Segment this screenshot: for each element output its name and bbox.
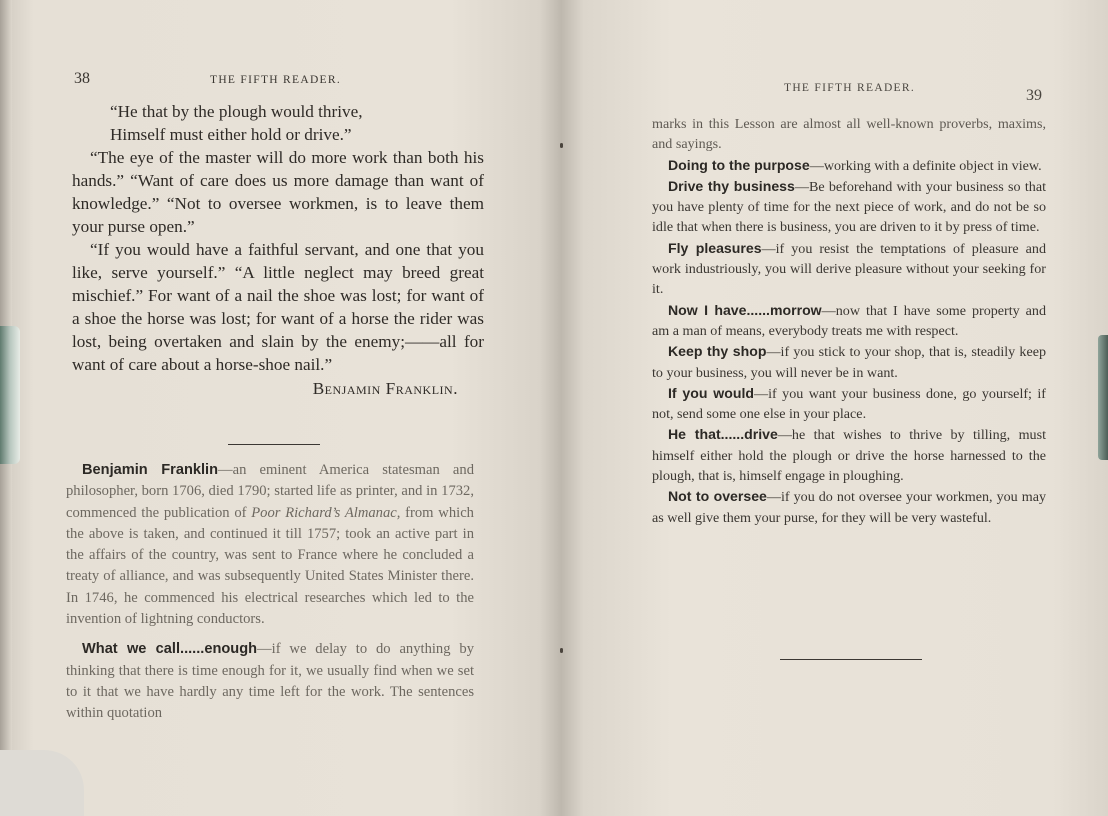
note-text: —working with a definite object in view.	[809, 157, 1042, 174]
background-corner	[0, 750, 84, 816]
running-head-right: THE FIFTH READER.	[784, 82, 916, 94]
note-term: He that......drive	[668, 426, 778, 443]
note-italic: Poor Richard’s Almanac,	[251, 504, 401, 521]
note	[652, 424, 1046, 486]
paragraph: “If you would have a faithful servant, and one that you like, serve yourself.” “A little neglect may breed great mischief.” For want of a nail the shoe was lost; for want of a shoe the horse was lost; for want of a horse the rider was lost, being overtaken and slain by the enemy;——all for want of care about a horse-shoe nail.”	[72, 240, 484, 374]
note-term: What we call......enough	[82, 641, 258, 658]
note-term: Keep thy shop	[668, 343, 767, 360]
page-number-right: 39	[1026, 87, 1042, 104]
notes-right	[652, 114, 1046, 528]
author-signature: Benjamin Franklin.	[312, 379, 458, 398]
note-text: from which the above is taken, and continued it till 1757; took an active part in the affairs of the country, was sent to France where he concluded a treaty of alliance, and was subsequently United States Minister there. In 1746, he commenced his electrical researches which led to the invention of lightning conductors.	[66, 504, 474, 628]
note	[652, 238, 1046, 300]
note-text: —Be beforehand with your business so that you have plenty of time for the next piece of work, and do not be so idle that when there is business, you are driven to it by press of time.	[652, 178, 1046, 236]
note-term: Fly pleasures	[668, 239, 762, 256]
note	[652, 155, 1046, 176]
note	[652, 383, 1046, 425]
note-term: Drive thy business	[668, 177, 795, 194]
binding-stitch	[560, 143, 563, 148]
section-divider	[228, 444, 320, 445]
note-text: —if we delay to do anything by thinking that there is time enough for it, we usually find when we set to it that we have hardly any time left for the work. The sentences within quotation	[66, 641, 474, 722]
note	[652, 341, 1046, 383]
verse-line: “He that by the plough would thrive,	[110, 102, 363, 121]
note-text: —an eminent America statesman and philosopher, born 1706, died 1790; started life as printer, and in 1732, commenced the publication of	[66, 462, 474, 521]
running-head-left: THE FIFTH READER.	[210, 74, 342, 86]
note-term: Now I have......morrow	[668, 301, 822, 318]
note	[652, 176, 1046, 238]
paragraph: “The eye of the master will do more work than both his hands.” “Want of care does us more damage than want of knowledge.” “Not to oversee workmen, is to leave them your purse open.”	[72, 148, 484, 236]
binding-stitch	[560, 648, 563, 653]
note-text: —if you want your business done, go yourself; if not, send some one else in your place.	[652, 385, 1047, 423]
left-page-body	[72, 100, 484, 400]
verse-line: Himself must either hold or drive.”	[110, 125, 352, 144]
page-number-left: 38	[74, 70, 90, 87]
note	[66, 639, 474, 724]
note	[652, 300, 1046, 342]
note-term: Benjamin Franklin	[82, 462, 218, 478]
note-continuation: marks in this Lesson are almost all well-known proverbs, maxims, and sayings.	[652, 116, 1046, 153]
note-text: —if you resist the temptations of pleasure and work industriously, you will derive pleasure without your seeking for it.	[652, 240, 1046, 298]
bookmark-tab-left	[0, 326, 20, 464]
note-term: Not to oversee	[668, 488, 767, 505]
note-text: —he that wishes to thrive by tilling, must himself either hold the plough or drive the horse harnessed to the plough, that is, himself engage in ploughing.	[652, 427, 1046, 485]
note-text: —now that I have some property and am a man of means, everybody treats me with respect.	[652, 302, 1046, 339]
note	[652, 486, 1046, 528]
note-text: —if you do not oversee your workmen, you may as well give them your purse, for they will be very wasteful.	[652, 489, 1046, 526]
note-term: Doing to the purpose	[668, 156, 810, 173]
note	[66, 460, 474, 630]
note-term: If you would	[668, 384, 755, 401]
bookmark-tab-right	[1098, 335, 1108, 460]
note-text: —if you stick to your shop, that is, steadily keep to your business, you will never be in want.	[652, 344, 1046, 381]
notes-left	[66, 460, 474, 734]
section-divider	[780, 659, 922, 660]
